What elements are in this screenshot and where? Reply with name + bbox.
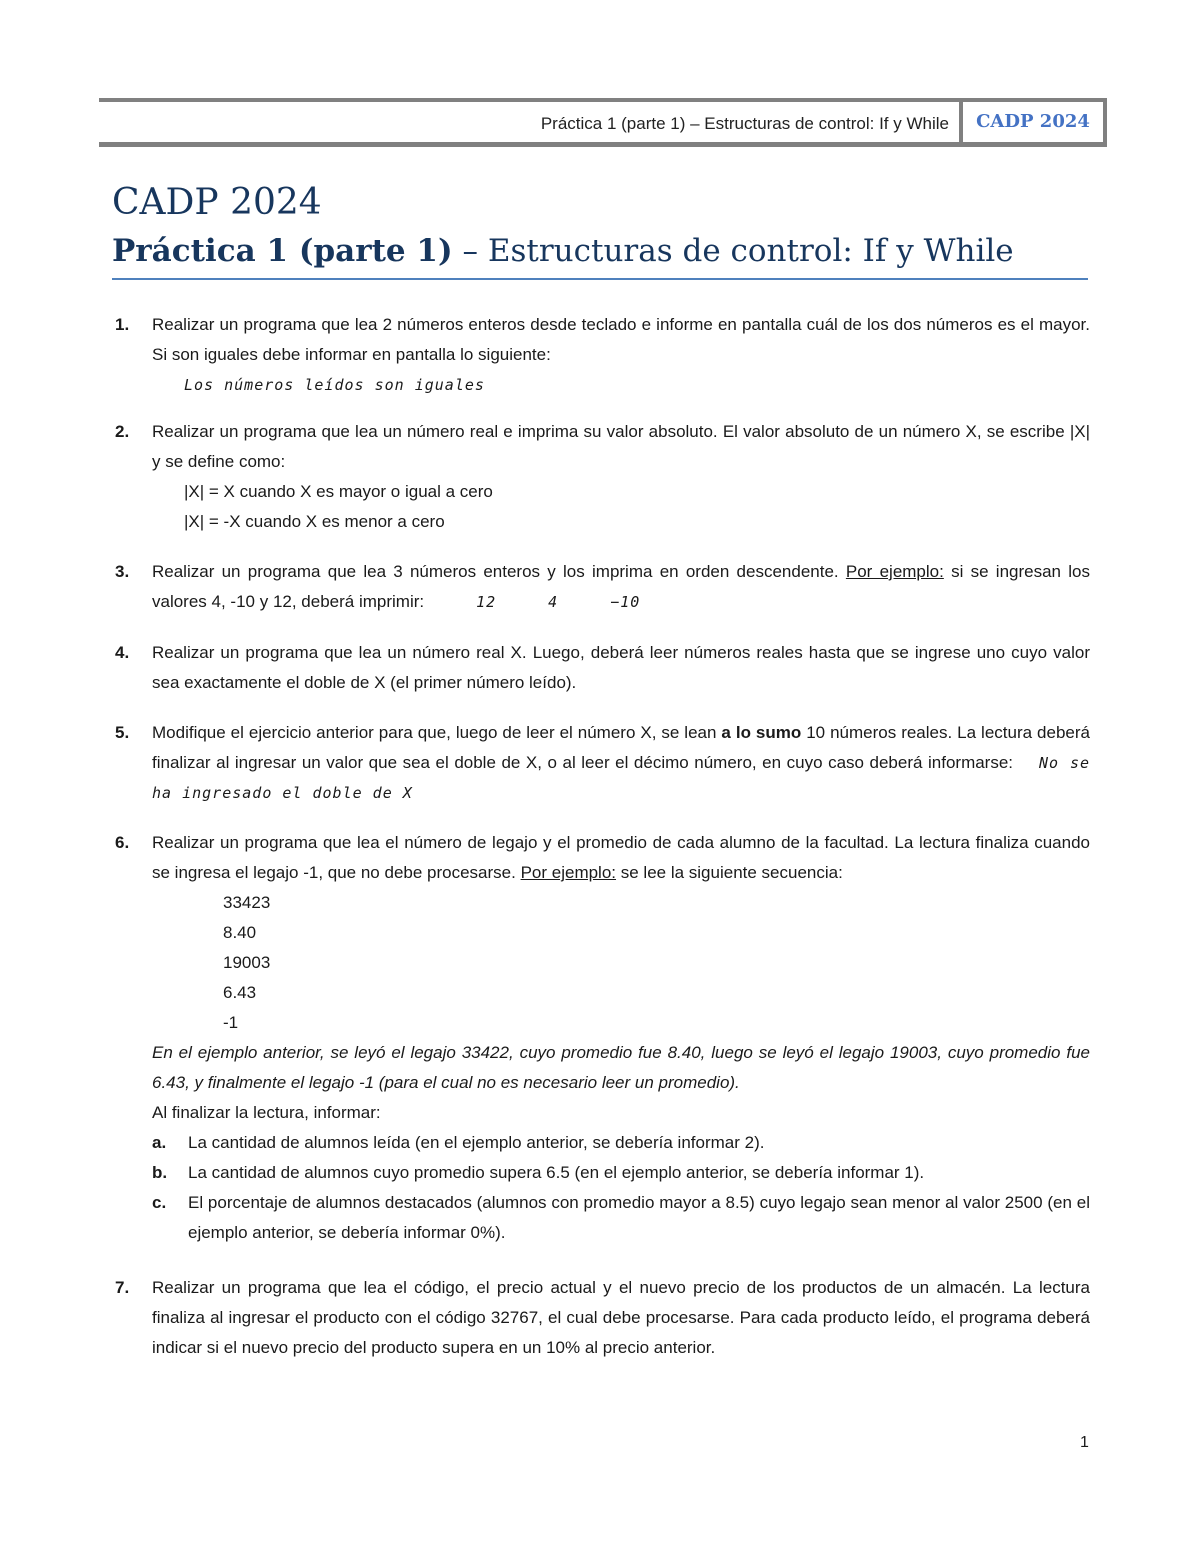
header-badge: CADP 2024: [959, 98, 1107, 147]
sub-item-text: La cantidad de alumnos leída (en el ejemplo anterior, se debería informar 2).: [188, 1133, 765, 1152]
exercise-6: [115, 828, 1090, 1248]
exercise-5: [115, 718, 1090, 808]
definition-line: |X| = -X cuando X es menor a cero: [184, 512, 445, 531]
exercise-number: 2.: [115, 422, 130, 441]
exercise-4: [115, 638, 1090, 698]
inform-intro: Al finalizar la lectura, informar:: [152, 1103, 381, 1122]
exercise-3: [115, 557, 1090, 617]
exercise-text: Realizar un programa que lea un número real X. Luego, deberá leer números reales hasta que se ingrese uno cuyo valor sea exactamente el doble de X (el primer número leído).: [152, 643, 1090, 692]
example-label: Por ejemplo:: [520, 863, 617, 882]
exercise-text: Realizar un programa que lea 2 números enteros desde teclado e informe en pantalla cuál de los dos números es el mayor. Si son iguales debe informar en pantalla lo siguiente:: [152, 315, 1090, 364]
sub-item-text: El porcentaje de alumnos destacados (alumnos con promedio mayor a 8.5) cuyo legajo sean menor al valor 2500 (en el ejemplo anterior, se debería informar 0%).: [188, 1193, 1090, 1242]
exercise-text: Realizar un programa que lea el número de legajo y el promedio de cada alumno de la facultad. La lectura finaliza cuando se ingresa el legajo -1, que no debe procesarse.: [152, 833, 1090, 882]
page-number: 1: [1080, 1434, 1089, 1451]
exercise-text: Realizar un programa que lea el código, el precio actual y el nuevo precio de los productos de un almacén. La lectura finaliza al ingresar el producto con el código 32767, el cual debe procesarse. Para cada producto leído, el programa deberá indicar si el nuevo precio del producto supera en un 10% al precio anterior.: [152, 1278, 1090, 1357]
exercise-7: [115, 1273, 1090, 1363]
exercise-1: [115, 310, 1090, 400]
title-underline: [112, 278, 1088, 280]
header-rule-bottom: [99, 142, 1107, 147]
exercise-text-cont: 10 números reales. La lectura deberá finalizar al ingresar un valor que sea el doble de X, o al leer el décimo número, en cuyo caso deberá informarse:: [152, 723, 1090, 772]
definition-line: |X| = X cuando X es mayor o igual a cero: [184, 482, 493, 501]
exercise-text: Modifique el ejercicio anterior para que, luego de leer el número X, se lean: [152, 723, 722, 742]
sub-item-text: La cantidad de alumnos cuyo promedio supera 6.5 (en el ejemplo anterior, se debería informar 1).: [188, 1163, 925, 1182]
exercise-number: 4.: [115, 643, 130, 662]
exercise-2: [115, 417, 1090, 537]
exercise-number: 6.: [115, 833, 130, 852]
sequence-value: 8.40: [223, 923, 257, 942]
exercise-text-cont: si se ingresan los valores 4, -10 y 12, deberá imprimir:: [152, 562, 1090, 611]
sub-item-letter: c.: [152, 1193, 167, 1212]
sequence-value: -1: [223, 1013, 239, 1032]
sub-item: [152, 1188, 1090, 1248]
exercise-number: 7.: [115, 1278, 130, 1297]
output-value: −10: [610, 593, 641, 611]
exercise-code: No se ha ingresado el doble de X: [152, 754, 1091, 802]
exercise-number: 3.: [115, 562, 130, 581]
exercise-number: 5.: [115, 723, 130, 742]
header-title: Práctica 1 (parte 1) – Estructuras de control: If y While: [540, 114, 949, 133]
document-title: CADP 2024: [112, 182, 322, 223]
subtitle-bold: Práctica 1 (parte 1): [112, 233, 453, 269]
example-label: Por ejemplo:: [845, 562, 944, 581]
sub-item-letter: a.: [152, 1133, 167, 1152]
exercise-text: Realizar un programa que lea un número real e imprima su valor absoluto. El valor absoluto de un número X, se escribe |X| y se define como:: [152, 422, 1090, 471]
sequence-value: 6.43: [223, 983, 257, 1002]
page-header: [99, 98, 1107, 148]
sequence-value: 33423: [223, 893, 271, 912]
output-value: 12: [476, 593, 497, 611]
exercise-text-cont: se lee la siguiente secuencia:: [616, 863, 843, 882]
exercise-number: 1.: [115, 315, 130, 334]
output-value: 4: [548, 593, 559, 611]
sub-item-letter: b.: [152, 1163, 168, 1182]
sub-item: [152, 1128, 1090, 1158]
sequence-value: 19003: [223, 953, 271, 972]
sub-item: [152, 1158, 1090, 1188]
example-note: En el ejemplo anterior, se leyó el legajo 33422, cuyo promedio fue 8.40, luego se leyó el legajo 19003, cuyo promedio fue 6.43, y finalmente el legajo -1 (para el cual no es necesario leer un promedio).: [152, 1043, 1090, 1092]
exercise-text: Realizar un programa que lea 3 números enteros y los imprima en orden descendente.: [152, 562, 846, 581]
header-rule-top: [99, 98, 1107, 102]
exercise-code: Los números leídos son iguales: [184, 376, 485, 394]
document-subtitle: [112, 228, 1014, 274]
emphasis-text: a lo sumo: [721, 723, 802, 742]
subtitle-rest: – Estructuras de control: If y While: [452, 233, 1014, 269]
